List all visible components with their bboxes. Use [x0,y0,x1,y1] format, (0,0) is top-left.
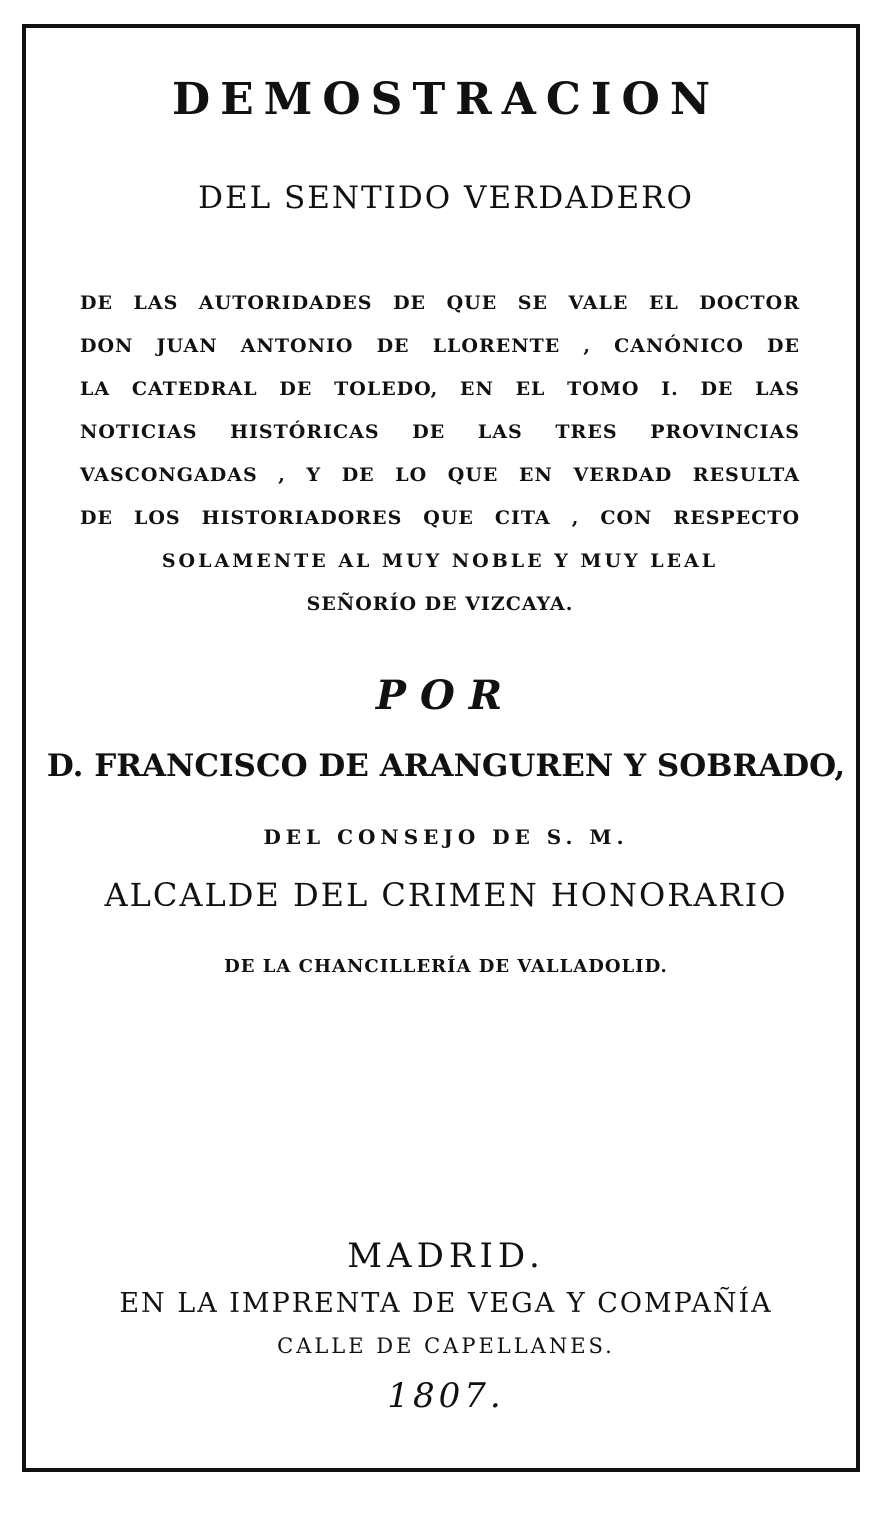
description-line: LA CATEDRAL DE TOLEDO, EN EL TOMO I. DE LAS [80,378,800,400]
description-line: DE LOS HISTORIADORES QUE CITA , CON RESPECTO [80,507,800,529]
author-council: DEL CONSEJO DE S. M. [263,825,629,849]
author-court: DE LA CHANCILLERÍA DE VALLADOLID. [224,956,668,977]
description-line: SOLAMENTE AL MUY NOBLE Y MUY LEAL [161,550,719,572]
description-line: NOTICIAS HISTÓRICAS DE LAS TRES PROVINCIAS [80,421,800,443]
description-line: DON JUAN ANTONIO DE LLORENTE , CANÓNICO DE [80,335,800,357]
author-name: D. FRANCISCO DE ARANGUREN Y SOBRADO, [46,748,846,784]
description-line: SEÑORÍO DE VIZCAYA. [306,593,574,615]
imprint-printer: EN LA IMPRENTA DE VEGA Y COMPAÑÍA [119,1288,773,1319]
description-line: DE LAS AUTORIDADES DE QUE SE VALE EL DOCTOR [80,292,800,314]
book-title: DEMOSTRACION [171,74,721,125]
author-office: ALCALDE DEL CRIMEN HONORARIO [104,876,788,914]
imprint-city: MADRID. [347,1236,545,1276]
imprint-street: CALLE DE CAPELLANES. [277,1334,615,1358]
book-subtitle: DEL SENTIDO VERDADERO [198,180,694,216]
description-paragraph [80,282,800,626]
imprint-year: 1807. [387,1376,505,1416]
by-label: POR [375,672,517,719]
description-line: VASCONGADAS , Y DE LO QUE EN VERDAD RESULTA [80,464,800,486]
